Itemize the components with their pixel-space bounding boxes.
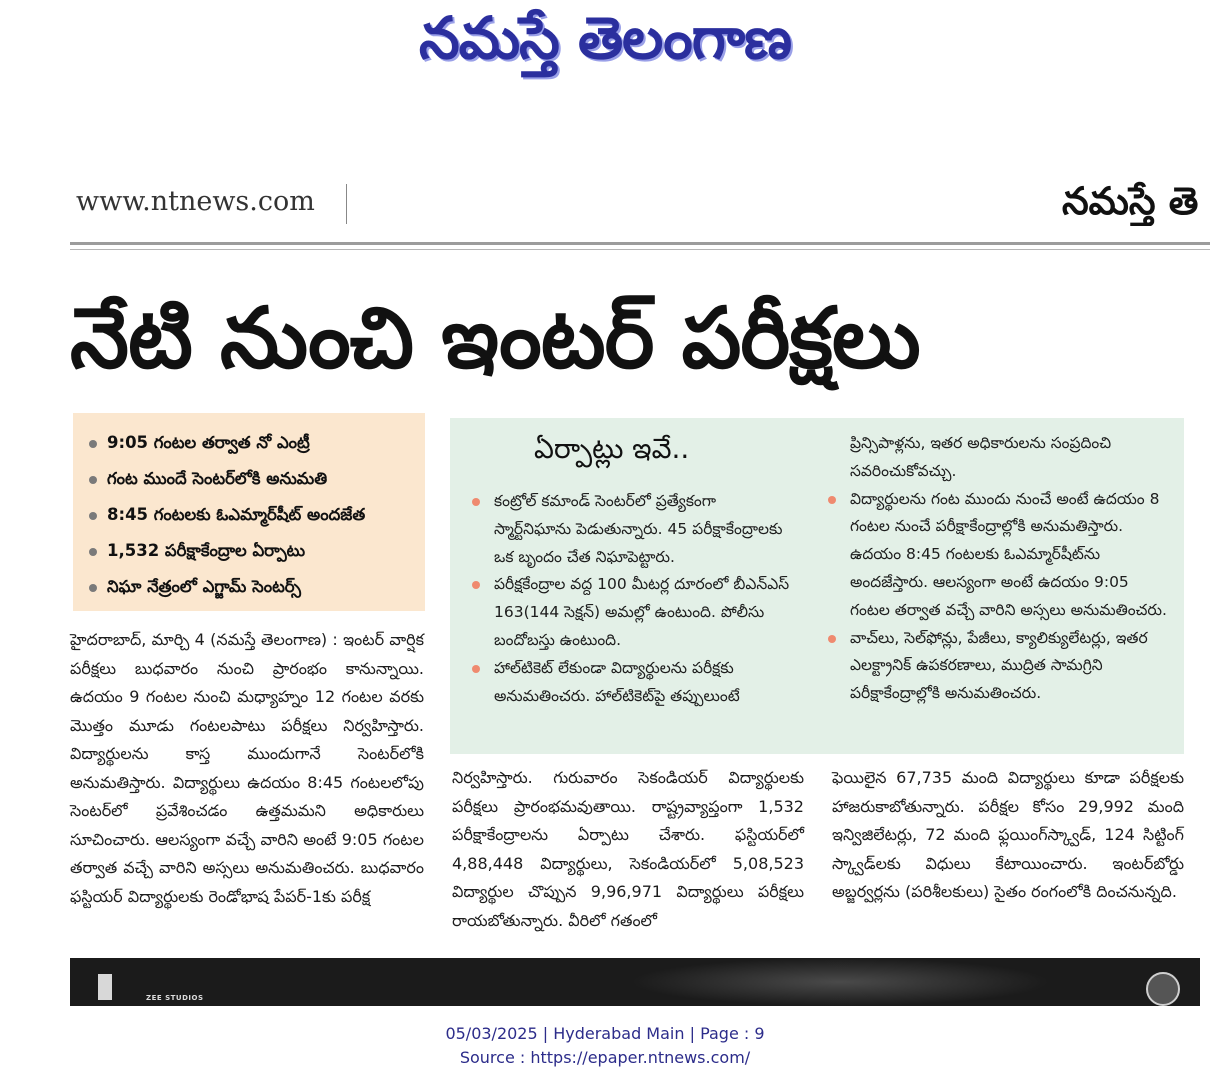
arrangement-item: కంట్రోల్ కమాండ్ సెంటర్‌లో ప్రత్యేకంగా స్మార్ట్‌నిఘాను పెడుతున్నారు. 45 పరీక్షాకేంద్రాలకు ఒక బృందం చేత నిఘాపెట్టారు. [468,488,798,571]
bullet-icon [472,581,480,589]
highlights-list [89,425,415,605]
arrangement-intro: ప్రిన్సిపాళ్లను, ఇతర అధికారులను సంప్రదించి సవరించుకోవచ్చు. [850,434,1112,480]
arrangement-item: విద్యార్థులను గంట ముందు నుంచే అంటే ఉదయం 8 గంటల నుంచే పరీక్షాకేంద్రాల్లోకి అనుమతిస్తారు. ఉదయం 8:45 గంటలకు ఓఎమ్మార్‌షీట్‌ను అందజేస్తారు. ఆలస్యంగా అంటే ఉదయం 9:05 గంటల తర్వాత వచ్చే వారిని అస్సలు అనుమతించరు. [824,486,1170,625]
arrangement-item: పరీక్షకేంద్రాల వద్ద 100 మీటర్ల దూరంలో బీఎన్ఎస్ 163(144 సెక్షన్) అమల్లో ఉంటుంది. పోలీసు బందోబస్తు ఉంటుంది. [468,571,798,654]
header-rule [70,242,1210,245]
bullet-icon [472,665,480,673]
arrangements-left-column [468,488,798,710]
masthead-logo: నమస్తే తెలంగాణ [419,4,791,72]
emblem-icon [1146,972,1180,1006]
headline: నేటి నుంచి ఇంటర్ పరీక్షలు [70,289,920,387]
ad-brand-label: ZEE STUDIOS [146,994,204,1002]
bullet-icon [89,476,97,484]
header-brand: నమస్తే తె [1062,179,1199,223]
arrangement-item: వాచ్‌లు, సెల్‌ఫోన్లు, పేజీలు, క్యాలిక్యులేటర్లు, ఇతర ఎలక్ట్రానిక్ ఉపకరణాలు, ముద్రిత సామగ్రిని పరీక్షాకేంద్రాల్లోకి అనుమతించరు. [824,625,1170,708]
highlight-item: 8:45 గంటలకు ఓఎమ్మార్‌షీట్ అందజేత [89,497,415,533]
article-column-3: ఫెయిలైన 67,735 మంది విద్యార్థులు కూడా పరీక్షలకు హాజరుకాబోతున్నారు. పరీక్షల కోసం 29,992 మంది ఇన్విజిలేటర్లు, 72 మంది ఫ్లయింగ్‌స్క్వాడ్, 124 సిట్టింగ్ స్క్వాడ్‌లకు విధులు కేటాయించారు. ఇంటర్‌బోర్డు అబ్జర్వర్లను (పరిశీలకులు) సైతం రంగంలోకి దించనున్నది. [832,768,1184,901]
highlight-item: నిఘా నేత్రంలో ఎగ్జామ్ సెంటర్స్ [89,569,415,605]
bullet-icon [828,635,836,643]
bullet-icon [89,584,97,592]
ad-logo-icon [98,974,112,1000]
footer-source-link[interactable]: Source : https://epaper.ntnews.com/ [459,1048,751,1067]
bullet-icon [472,498,480,506]
advertisement-strip [70,958,1200,1006]
arrangements-right-column [824,430,1170,708]
arrangements-box [450,418,1184,754]
header-divider [346,184,347,224]
bullet-icon [89,440,97,448]
ad-image [630,958,1050,1006]
bullet-icon [828,496,836,504]
site-url: www.ntnews.com [76,186,315,217]
article-column-1: హైదరాబాద్, మార్చి 4 (నమస్తే తెలంగాణ) : ఇంటర్ వార్షిక పరీక్షలు బుధవారం నుంచి ప్రారంభం కానున్నాయి. ఉదయం 9 గంటల నుంచి మధ్యాహ్నం 12 గంటల వరకు మొత్తం మూడు గంటలపాటు పరీక్షలు నిర్వహిస్తారు. విద్యార్థులను కాస్త ముందుగానే సెంటర్‌లోకి అనుమతిస్తారు. విద్యార్థులు ఉదయం 8:45 గంటలలోపు సెంటర్‌లో ప్రవేశించడం ఉత్తమమని అధికారులు సూచించారు. ఆలస్యంగా వచ్చే వారిని అంటే 9:05 గంటల తర్వాత వచ్చే వారిని అస్సలు అనుమతించరు. బుధవారం ఫస్టియర్ విద్యార్థులకు రెండోభాష పేపర్-1కు పరీక్ష [70,630,424,906]
bullet-icon [89,548,97,556]
bullet-icon [89,512,97,520]
highlights-box [73,413,425,611]
header-rule-thin [70,249,1210,250]
arrangements-heading: ఏర్పాట్లు ఇవే.. [534,432,690,465]
highlight-item: 1,532 పరీక్షాకేంద్రాల ఏర్పాటు [89,533,415,569]
highlight-item: 9:05 గంటల తర్వాత నో ఎంట్రీ [89,425,415,461]
footer-date-line: 05/03/2025 | Hyderabad Main | Page : 9 [445,1024,765,1043]
article-column-2: నిర్వహిస్తారు. గురువారం సెకండియర్ విద్యార్థులకు పరీక్షలు ప్రారంభమవుతాయి. రాష్ట్రవ్యాప్తంగా 1,532 పరీక్షాకేంద్రాలను ఏర్పాటు చేశారు. ఫస్టియర్‌లో 4,88,448 విద్యార్థులు, సెకండియర్‌లో 5,08,523 విద్యార్థుల చొప్పున 9,96,971 విద్యార్థులు పరీక్షలు రాయబోతున్నారు. వీరిలో గతంలో [452,768,804,930]
arrangement-item: హాల్‌టికెట్ లేకుండా విద్యార్థులను పరీక్షకు అనుమతించరు. హాల్‌టికెట్‌పై తప్పులుంటే [468,655,798,711]
highlight-item: గంట ముందే సెంటర్‌లోకి అనుమతి [89,461,415,497]
